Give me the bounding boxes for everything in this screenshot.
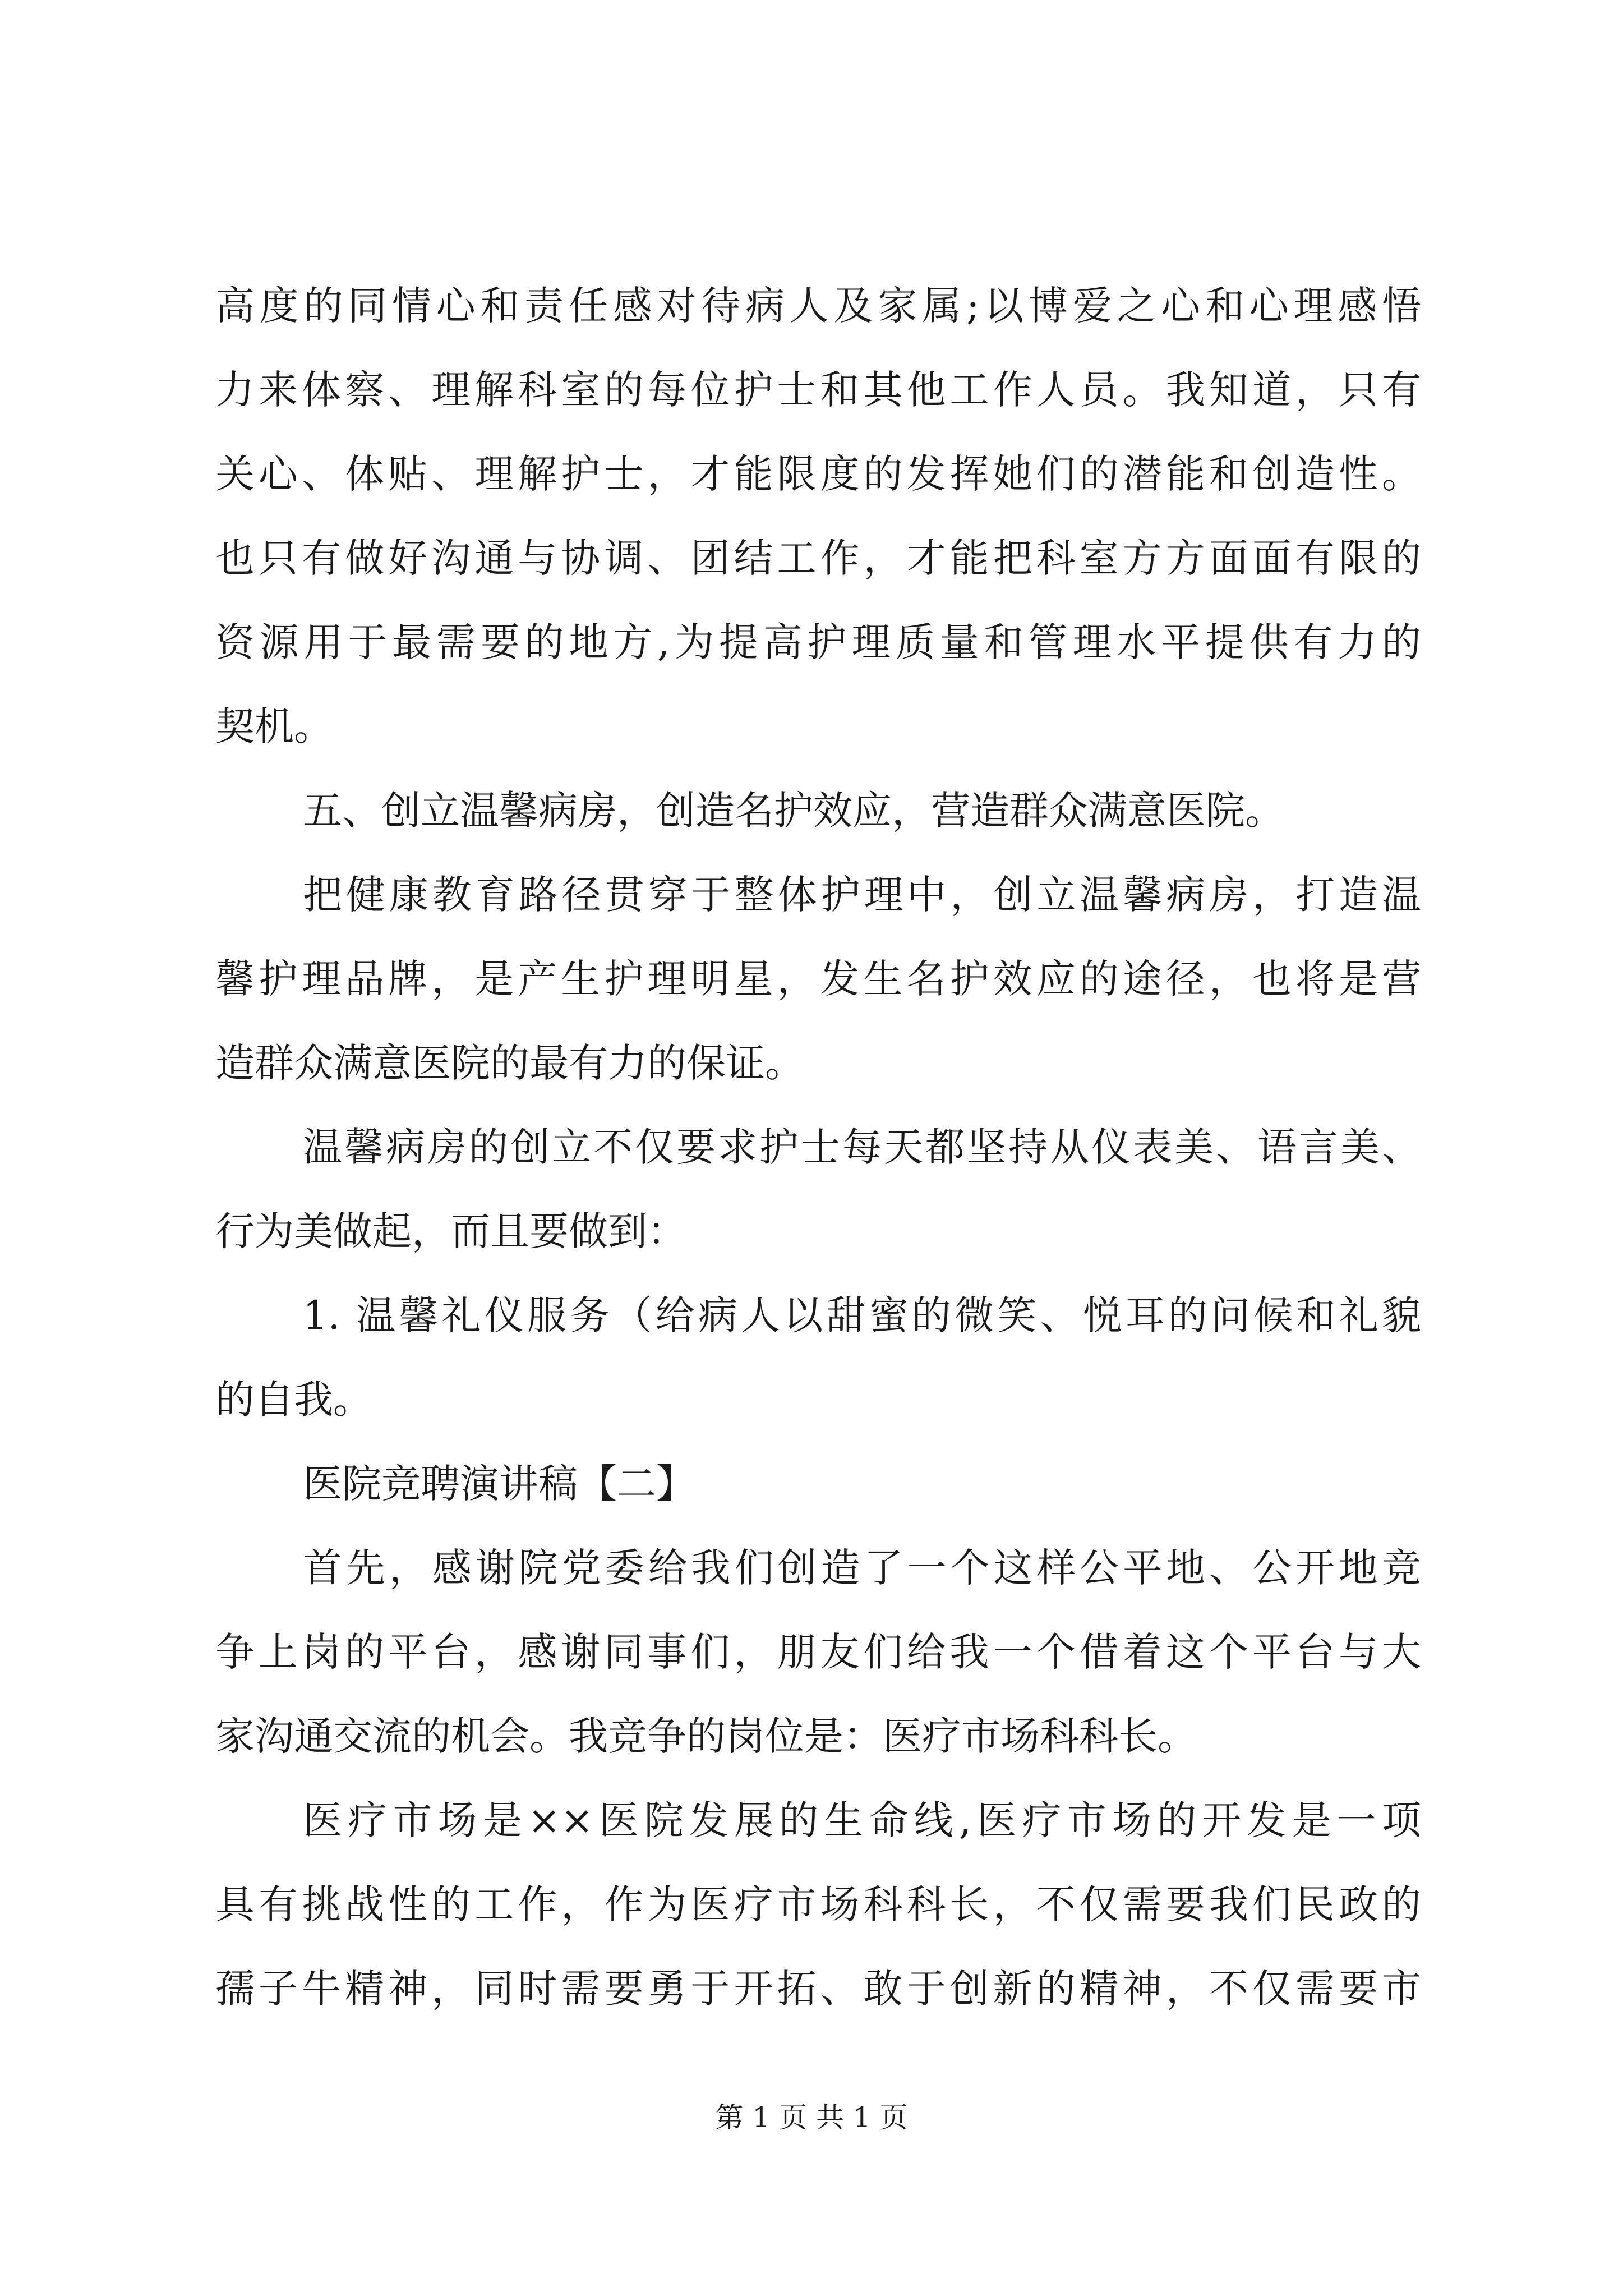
text-line: 资源用于最需要的地方,为提高护理质量和管理水平提供有力的 (215, 619, 1421, 665)
section-heading: 五、创立温馨病房，创造名护效应，营造群众满意医院。 (303, 788, 1284, 834)
text-line: 造群众满意医院的最有力的保证。 (215, 1040, 804, 1086)
text-line: 也只有做好沟通与协调、团结工作，才能把科室方方面面有限的 (215, 535, 1421, 581)
text-line: 馨护理品牌，是产生护理明星，发生名护效应的途径，也将是营 (215, 956, 1421, 1002)
text-line: 温馨病房的创立不仅要求护士每天都坚持从仪表美、语言美、 (303, 1124, 1421, 1170)
text-line: 争上岗的平台，感谢同事们，朋友们给我一个借着这个平台与大 (215, 1629, 1421, 1675)
text-line: 家沟通交流的机会。我竞争的岗位是：医疗市场科科长。 (215, 1713, 1197, 1759)
text-line: 力来体察、理解科室的每位护士和其他工作人员。我知道，只有 (215, 367, 1421, 413)
text-line: 医疗市场是××医院发展的生命线,医疗市场的开发是一项 (303, 1797, 1421, 1843)
document-body (215, 264, 1421, 2031)
list-item: 1. 温馨礼仪服务（给病人以甜蜜的微笑、悦耳的问候和礼貌 (303, 1292, 1421, 1338)
section-heading: 医院竞聘演讲稿【二】 (303, 1461, 695, 1507)
text-line: 的自我。 (215, 1377, 372, 1423)
page-footer: 第 1 页 共 1 页 (715, 2101, 908, 2134)
text-line: 关心、体贴、理解护士，才能限度的发挥她们的潜能和创造性。 (215, 451, 1421, 497)
text-line: 具有挑战性的工作，作为医疗市场科科长，不仅需要我们民政的 (215, 1881, 1421, 1927)
text-line: 把健康教育路径贯穿于整体护理中，创立温馨病房，打造温 (303, 872, 1421, 918)
text-line: 孺子牛精神，同时需要勇于开拓、敢于创新的精神，不仅需要市 (215, 1966, 1421, 2012)
text-line: 行为美做起，而且要做到： (215, 1208, 686, 1254)
text-line: 首先，感谢院党委给我们创造了一个这样公平地、公开地竞 (303, 1545, 1421, 1591)
text-line: 高度的同情心和责任感对待病人及家属;以博爱之心和心理感悟 (215, 283, 1421, 329)
text-line: 契机。 (215, 703, 333, 749)
